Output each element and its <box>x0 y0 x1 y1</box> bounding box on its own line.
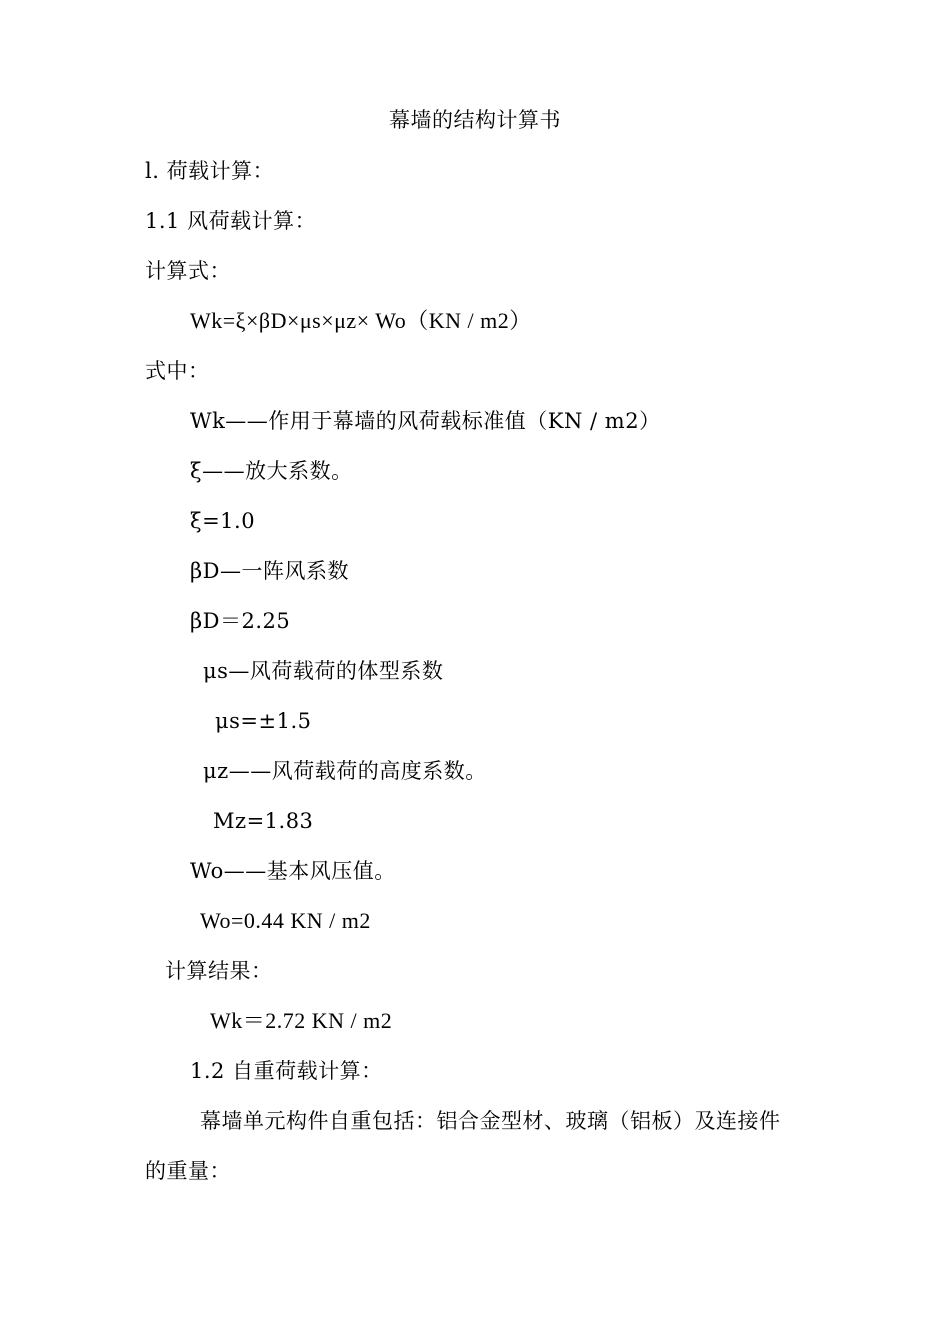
value-mu-z: Mz=1.83 <box>213 809 314 833</box>
value-mu-s: μs=±1.5 <box>215 709 312 733</box>
paragraph-self-weight-cont: 的重量： <box>145 1159 231 1183</box>
document-title: 幕墙的结构计算书 <box>389 108 561 132</box>
definition-mu-z: μz——风荷载荷的高度系数。 <box>203 759 487 783</box>
definition-wo: Wo——基本风压值。 <box>190 859 396 883</box>
result-wk: Wk＝2.72 KN / m2 <box>210 1008 393 1033</box>
definition-beta-d: βD—一阵风系数 <box>190 559 349 583</box>
wind-load-formula: Wk=ξ×βD×μs×μz× Wo（KN / m2） <box>190 308 532 333</box>
subsection-heading-wind-load: 1.1 风荷载计算： <box>145 209 317 233</box>
definition-wk: Wk——作用于幕墙的风荷载标准值（KN / m2） <box>190 409 661 433</box>
where-label: 式中： <box>145 359 210 383</box>
result-label: 计算结果： <box>165 959 273 983</box>
definition-mu-s: μs—风荷载荷的体型系数 <box>203 659 444 683</box>
section-heading-load-calc: l. 荷载计算： <box>145 159 275 183</box>
definition-xi: ξ——放大系数。 <box>190 459 353 483</box>
formula-label: 计算式： <box>145 259 231 283</box>
paragraph-self-weight: 幕墙单元构件自重包括：铝合金型材、玻璃（铝板）及连接件 <box>200 1109 781 1133</box>
subsection-heading-self-weight: 1.2 自重荷载计算： <box>190 1059 383 1083</box>
value-wo: Wo=0.44 KN / m2 <box>200 908 371 933</box>
value-beta-d: βD＝2.25 <box>190 609 291 633</box>
value-xi: ξ=1.0 <box>190 509 256 533</box>
